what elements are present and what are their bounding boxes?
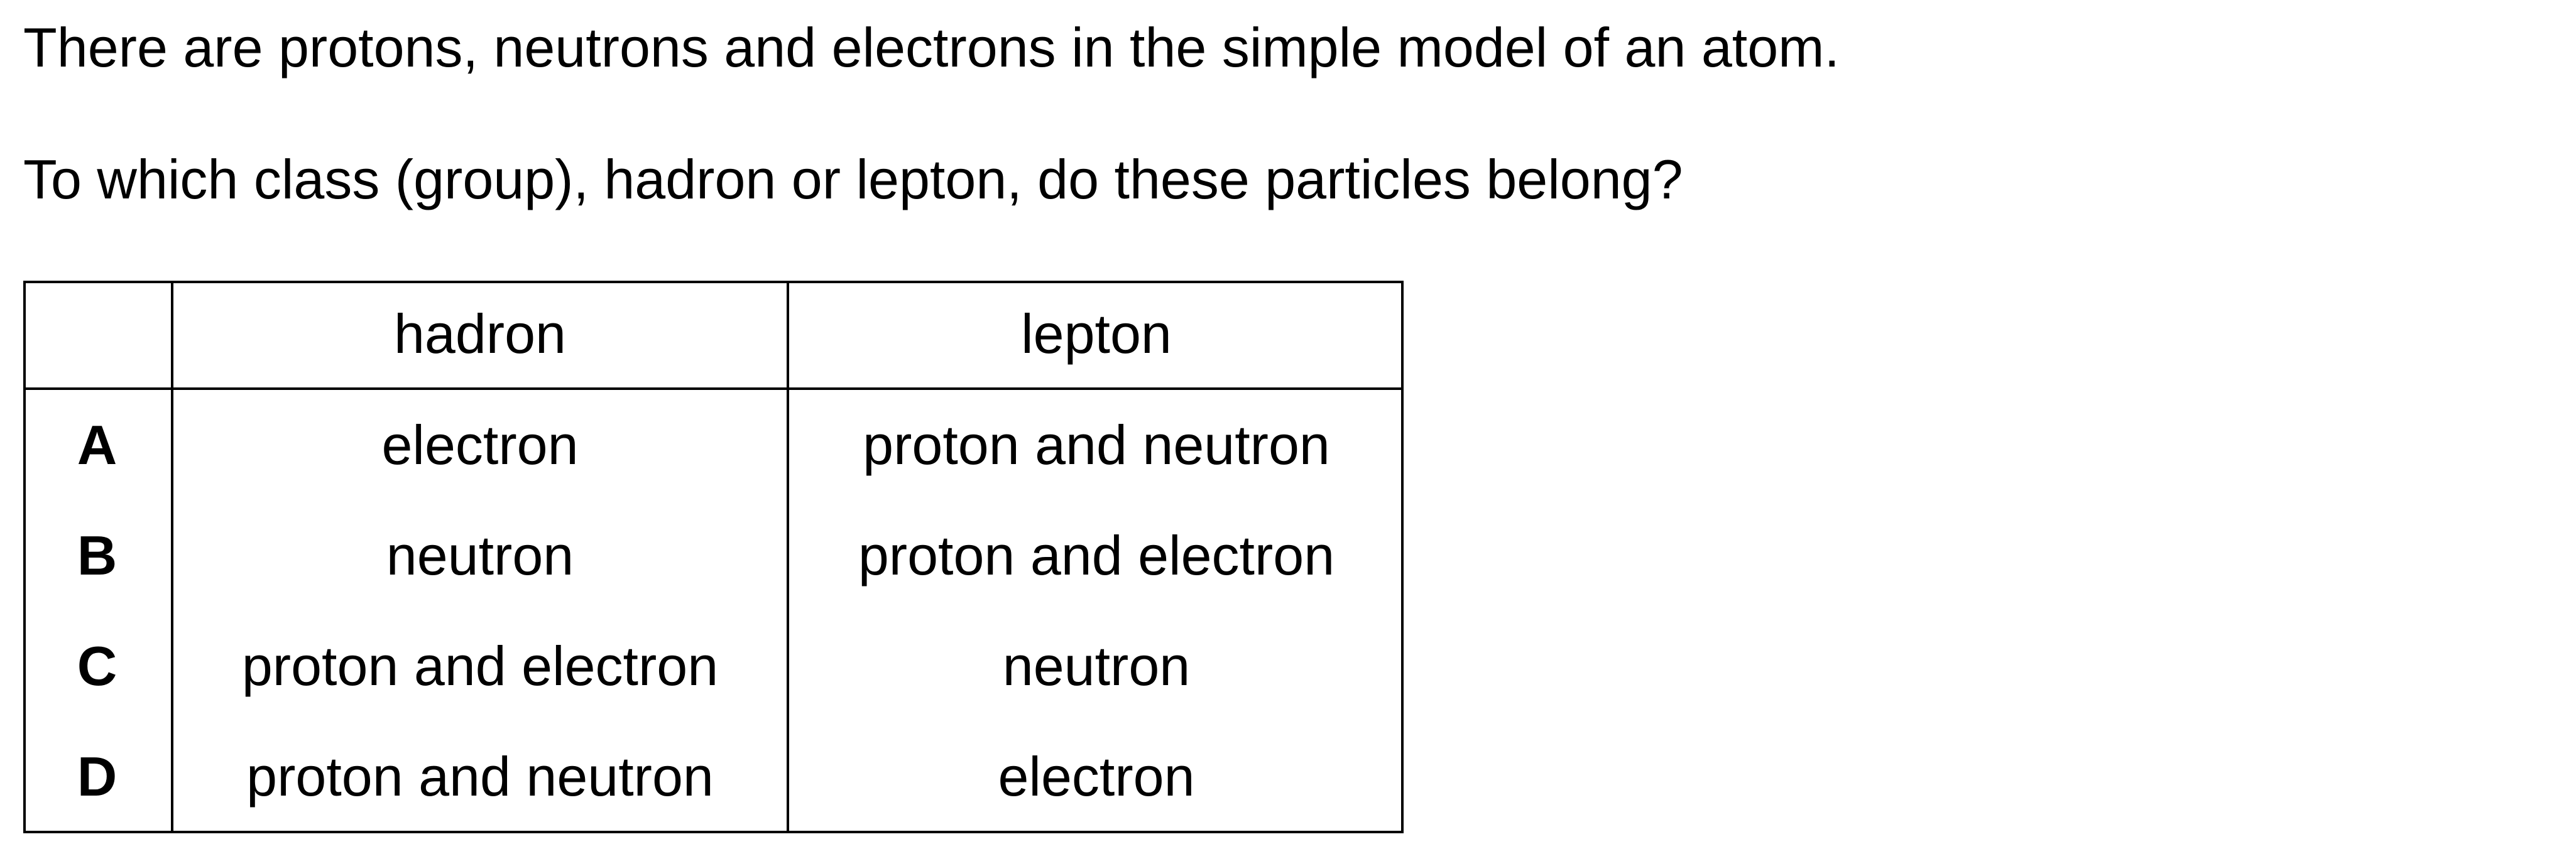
option-d-hadron: proton and neutron xyxy=(172,722,788,832)
option-c-lepton: neutron xyxy=(1002,635,1191,697)
option-b-lepton: proton and electron xyxy=(858,524,1335,586)
table-row xyxy=(23,500,1404,611)
option-a-lepton: proton and neutron xyxy=(863,414,1330,476)
table-row xyxy=(23,389,1404,500)
header-blank-cell xyxy=(23,281,172,389)
option-b-hadron: neutron xyxy=(172,500,788,611)
option-key-d: D xyxy=(23,722,172,832)
question-prompt-text: To which class (group), hadron or lepton, do these particles belong? xyxy=(23,148,1683,210)
option-key-a: A xyxy=(23,389,172,500)
answer-options-table xyxy=(23,281,1404,832)
option-a-hadron: electron xyxy=(172,389,788,500)
question-intro-text: There are protons, neutrons and electrons in the simple model of an atom. xyxy=(23,16,1840,78)
option-c-hadron: proton and electron xyxy=(172,611,788,722)
header-lepton: lepton xyxy=(788,281,1404,389)
option-d-lepton: electron xyxy=(998,745,1195,808)
option-key-b: B xyxy=(23,500,172,611)
table-row xyxy=(23,722,1404,832)
option-key-c: C xyxy=(23,611,172,722)
header-hadron: hadron xyxy=(172,281,788,389)
table-header-row xyxy=(23,281,1404,389)
table-row xyxy=(23,611,1404,722)
